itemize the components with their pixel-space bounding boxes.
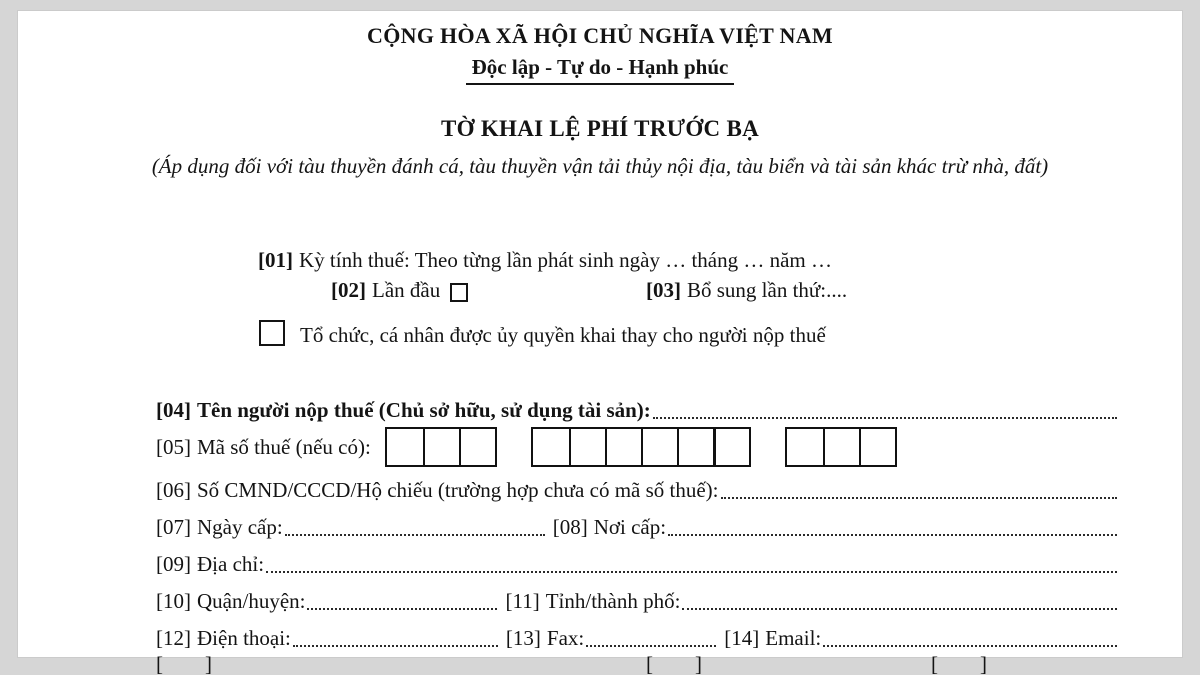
- clipped-bracket-fragment: [646, 652, 702, 677]
- field-10-11-row: [156, 589, 1117, 614]
- field-03-number: [03]: [646, 278, 681, 302]
- field-02-number: [02]: [331, 278, 366, 302]
- authorization-label: Tổ chức, cá nhân được ủy quyền khai thay cho người nộp thuế: [300, 323, 826, 347]
- field-05-row: [156, 427, 1117, 467]
- clipped-bracket-fragment: [156, 652, 212, 677]
- field-14-fill-line[interactable]: [823, 645, 1117, 647]
- field-13-number: [13]: [505, 626, 541, 650]
- field-14-label: Email:: [765, 626, 822, 650]
- tax-code-cell[interactable]: [713, 429, 749, 465]
- field-11-fill-line[interactable]: [682, 608, 1117, 610]
- field-10-number: [10]: [156, 589, 191, 613]
- first-time-checkbox[interactable]: [450, 283, 468, 302]
- field-05-label: Mã số thuế (nếu có):: [197, 434, 371, 459]
- field-11-label: Tỉnh/thành phố:: [545, 589, 681, 613]
- field-07-fill-line[interactable]: [285, 534, 545, 536]
- field-05-number: [05]: [156, 434, 191, 459]
- authorization-row: [259, 320, 1117, 348]
- field-09-number: [09]: [156, 552, 191, 576]
- bracket-close: ]: [695, 652, 702, 676]
- tax-code-group-3: [785, 427, 897, 467]
- tax-code-cell[interactable]: [569, 429, 605, 465]
- bracket-open: [: [646, 652, 653, 676]
- field-08-fill-line[interactable]: [668, 534, 1117, 536]
- tax-code-cell[interactable]: [387, 429, 423, 465]
- field-09-row: [156, 552, 1117, 577]
- field-02-group: [331, 278, 468, 303]
- tax-code-cell[interactable]: [677, 429, 713, 465]
- field-12-13-14-row: [156, 626, 1117, 651]
- field-01-number: [01]: [258, 248, 293, 272]
- tax-code-cell[interactable]: [823, 429, 859, 465]
- national-motto-row: [38, 55, 1162, 85]
- field-04-label: Tên người nộp thuế (Chủ sở hữu, sử dụng tài sản):: [197, 398, 651, 422]
- field-07-label: Ngày cấp:: [197, 515, 283, 539]
- field-06-number: [06]: [156, 478, 191, 502]
- field-14-number: [14]: [724, 626, 760, 650]
- field-10-label: Quận/huyện:: [197, 589, 306, 613]
- tax-code-cell[interactable]: [459, 429, 495, 465]
- bracket-close: ]: [205, 652, 212, 676]
- field-06-fill-line[interactable]: [721, 497, 1117, 499]
- field-04-row: [156, 398, 1117, 423]
- field-09-fill-line[interactable]: [266, 571, 1117, 573]
- bracket-open: [: [156, 652, 163, 676]
- tax-code-group-2: [531, 427, 751, 467]
- field-13-label: Fax:: [546, 626, 585, 650]
- field-03-group: [646, 278, 847, 303]
- field-01-label: Kỳ tính thuế: Theo từng lần phát sinh ngày … tháng … năm …: [299, 248, 833, 272]
- field-12-label: Điện thoại:: [197, 626, 291, 650]
- field-04-number: [04]: [156, 398, 191, 422]
- bracket-close: ]: [980, 652, 987, 676]
- field-03-label: Bổ sung lần thứ:....: [687, 278, 848, 302]
- field-04-fill-line[interactable]: [653, 417, 1117, 419]
- national-motto: Độc lập - Tự do - Hạnh phúc: [466, 55, 735, 85]
- field-13-fill-line[interactable]: [586, 645, 716, 647]
- tax-code-cell[interactable]: [605, 429, 641, 465]
- field-10-fill-line[interactable]: [307, 608, 497, 610]
- field-08-number: [08]: [552, 515, 588, 539]
- field-06-row: [156, 478, 1117, 503]
- tax-code-cell[interactable]: [787, 429, 823, 465]
- form-page: [17, 10, 1183, 676]
- tax-code-cell[interactable]: [641, 429, 677, 465]
- field-07-number: [07]: [156, 515, 191, 539]
- national-header: CỘNG HÒA XÃ HỘI CHỦ NGHĨA VIỆT NAM: [367, 23, 833, 48]
- field-09-label: Địa chỉ:: [197, 552, 265, 576]
- bracket-open: [: [931, 652, 938, 676]
- authorization-checkbox[interactable]: [259, 320, 285, 346]
- form-subtitle: (Áp dụng đối với tàu thuyền đánh cá, tàu thuyền vận tải thủy nội địa, tàu biển và tài sản khác trừ nhà, đất): [151, 154, 1049, 178]
- field-01-row: [258, 248, 1117, 273]
- tax-code-cell[interactable]: [423, 429, 459, 465]
- field-11-number: [11]: [505, 589, 540, 613]
- field-12-fill-line[interactable]: [293, 645, 498, 647]
- tax-code-cell[interactable]: [533, 429, 569, 465]
- field-08-label: Nơi cấp:: [593, 515, 667, 539]
- field-02-label: Lần đầu: [372, 278, 441, 302]
- field-12-number: [12]: [156, 626, 191, 650]
- form-title: TỜ KHAI LỆ PHÍ TRƯỚC BẠ: [440, 116, 760, 141]
- clipped-next-row: [156, 652, 1117, 676]
- field-07-08-row: [156, 515, 1117, 540]
- field-06-label: Số CMND/CCCD/Hộ chiếu (trường hợp chưa có mã số thuế):: [197, 478, 719, 502]
- tax-code-cell[interactable]: [859, 429, 895, 465]
- tax-code-group-1: [385, 427, 497, 467]
- clipped-bracket-fragment: [931, 652, 987, 677]
- field-02-03-row: [156, 278, 1117, 308]
